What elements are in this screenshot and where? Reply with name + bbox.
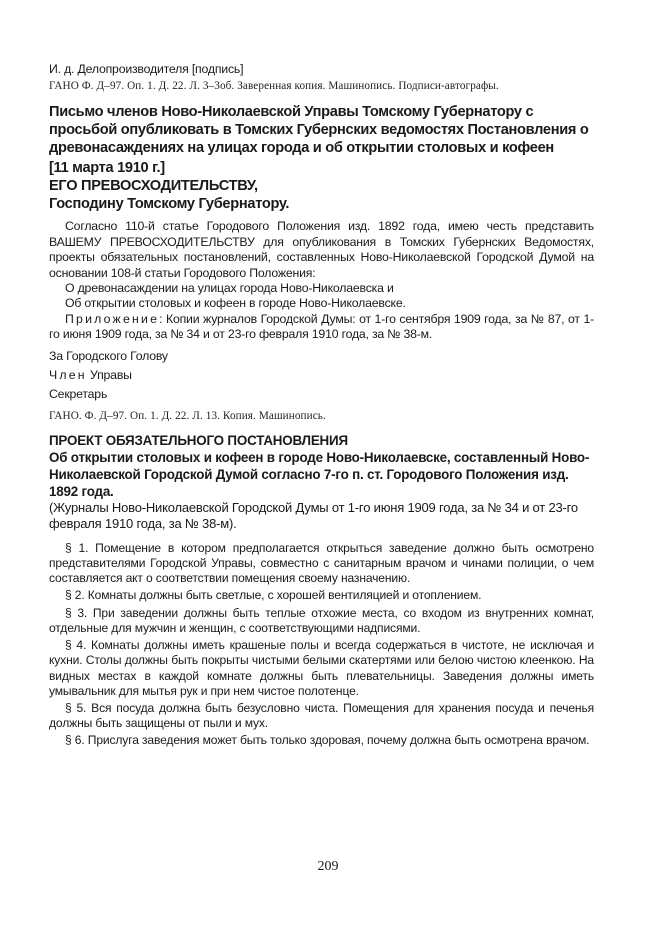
section-2: § 2. Комнаты должны быть светлые, с хорошей вентиляцией и отоплением. <box>65 588 482 603</box>
section-5: § 5. Вся посуда должна быть безусловно чиста. Помещения для хранения посуда и печенья должны быть защищены от пыли и мух. <box>49 700 594 731</box>
letter-item-1: О древонасаждении на улицах города Ново-Николаевска и <box>65 281 394 296</box>
section-3: § 3. При заведении должны быть теплые отхожие места, со входом из внутренних комнат, отдельные для мужчин и женщин, с соответствующими надписями. <box>49 605 594 635</box>
letter-attachment <box>49 312 594 343</box>
archive-source-1: ГАНО Ф. Д–97. Оп. 1. Д. 22. Л. 3–3об. Заверенная копия. Машинопись. Подписи-автографы. <box>49 80 499 93</box>
section-1: § 1. Помещение в котором предполагается открыться заведение должно быть осмотрено представителями Городской Управы, совместно с санитарным врачом и чинами полиции, о чем составляется акт о соответствии помещения своему назначению. <box>49 540 594 586</box>
letter-address-1: ЕГО ПРЕВОСХОДИТЕЛЬСТВУ, <box>49 178 258 195</box>
sign-member <box>49 368 594 383</box>
letter-item-2: Об открытии столовых и кофеен в городе Ново-Николаевске. <box>65 296 406 311</box>
project-journals: (Журналы Ново-Николаевской Городской Думы от 1-го июня 1909 года, за № 34 и от 23-го февраля 1910 года, за № 38-м). <box>49 499 578 532</box>
page-number: 209 <box>317 859 339 874</box>
section-6: § 6. Прислуга заведения может быть только здоровая, почему должна быть осмотрена врачом. <box>65 733 590 748</box>
signature-line: И. д. Делопроизводителя [подпись] <box>49 62 244 76</box>
sign-secretary: Секретарь <box>49 387 108 402</box>
project-subtitle: Об открытии столовых и кофеен в городе Ново-Николаевске, составленный Ново-Николаевской Городской Думой согласно 7-го п. ст. Городового Положения изд. 1892 года. <box>49 449 590 499</box>
letter-address-2: Господину Томскому Губернатору. <box>49 196 290 213</box>
attachment-label: Приложение <box>65 311 160 326</box>
attachment-text: : Копии журналов Городской Думы: от 1-го сентября 1909 года, за № 87, от 1-го июня 1909 года, за № 34 и от 23-го февраля 1910 года, за № 38-м. <box>49 311 594 342</box>
letter-date: [11 марта 1910 г.] <box>49 160 165 177</box>
document-page <box>49 62 594 749</box>
project-sections <box>49 541 594 749</box>
letter-title: Письмо членов Ново-Николаевской Управы Томскому Губернатору с просьбой опубликовать в Томских Губернских ведомостях Постановления о древонасаждениях на улицах города и об открытии столовых и кофеен <box>49 104 589 157</box>
archive-source-2: ГАНО. Ф. Д–97. Оп. 1. Д. 22. Л. 13. Копия. Машинопись. <box>49 409 326 422</box>
sign-head: За Городского Голову <box>49 348 168 363</box>
sign-member-label: Член <box>49 368 87 383</box>
project-title: ПРОЕКТ ОБЯЗАТЕЛЬНОГО ПОСТАНОВЛЕНИЯ <box>49 432 348 448</box>
sign-member-text: Управы <box>86 368 132 383</box>
section-4: § 4. Комнаты должны иметь крашеные полы и всегда содержаться в чистоте, не исключая и кухни. Столы должны быть покрыты чистыми белыми скатертями или белою чистою клеенкою. На видных местах в каждой комнате должны быть плевательницы. Заведения должны иметь умывальник для мытья рук и при нем чистое полотенце. <box>49 638 594 698</box>
letter-body: Согласно 110-й статье Городового Положения изд. 1892 года, имею честь представить ВАШЕМУ ПРЕВОСХОДИТЕЛЬСТВУ для опубликования в Томских Губернских Ведомостях, проекты обязательных постановлений, составленных Ново-Николаевской Городской Думой на основании 108-й статьи Городового Положения: <box>49 219 594 280</box>
